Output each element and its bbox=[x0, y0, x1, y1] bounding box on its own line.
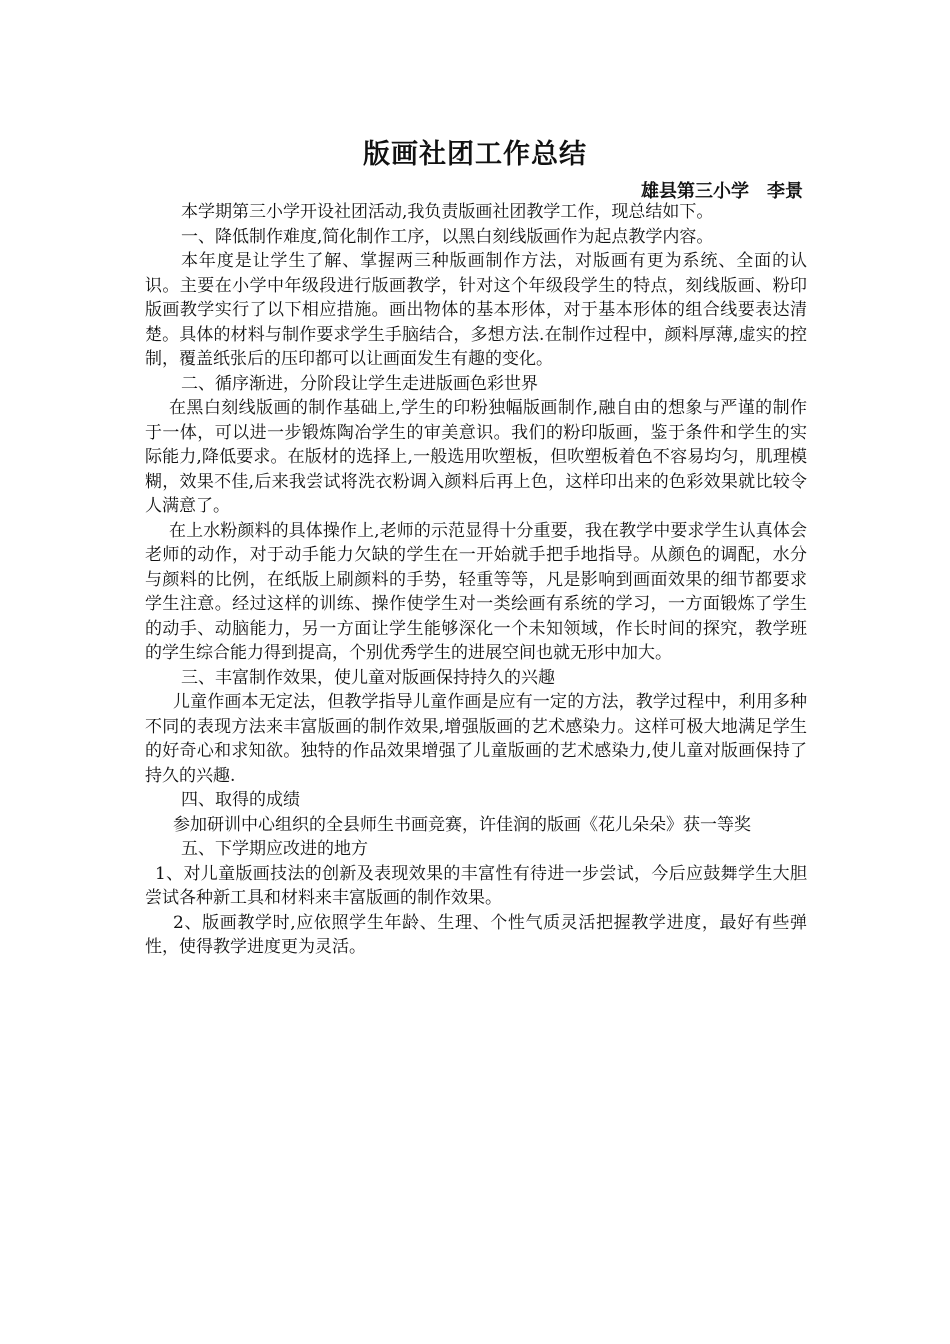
paragraph: 参加研训中心组织的全县师生书画竞赛，许佳润的版画《花儿朵朵》获一等奖 bbox=[173, 814, 751, 835]
section-heading-4: 四、取得的成绩 bbox=[181, 790, 300, 810]
document-author: 雄县第三小学 李景 bbox=[641, 181, 803, 202]
list-item: 1、对儿童版画技法的创新及表现效果的丰富性有待进一步尝试，今后应鼓舞学生大胆尝试各种新工具和材料来丰富版画的制作效果。 bbox=[145, 863, 807, 908]
list-item: 2、版画教学时,应依照学生年龄、生理、个性气质灵活把握教学进度，最好有些弹性，使得教学进度更为灵活。 bbox=[145, 912, 807, 957]
section-heading-2: 二、循序渐进，分阶段让学生走进版画色彩世界 bbox=[181, 373, 538, 394]
paragraph: 在上水粉颜料的具体操作上,老师的示范显得十分重要，我在教学中要求学生认真体会老师的动作，对于动手能力欠缺的学生在一开始就手把手地指导。从颜色的调配，水分与颜料的比例，在纸版上刷颜料的手势，轻重等等，凡是影响到画面效果的细节都要求学生注意。经过这样的训练、操作使学生对一类绘画有系统的学习，一方面锻炼了学生的动手、动脑能力，另一方面让学生能够深化一个未知领域，作长时间的探究，教学班的学生综合能力得到提高，个别优秀学生的进展空间也就无形中加大。 bbox=[145, 520, 807, 663]
paragraph: 儿童作画本无定法，但教学指导儿童作画是应有一定的方法，教学过程中，利用多种不同的表现方法来丰富版画的制作效果,增强版画的艺术感染力。这样可极大地满足学生的好奇心和求知欲。独特的作品效果增强了儿童版画的艺术感染力,使儿童对版画保持了持久的兴趣. bbox=[145, 692, 807, 786]
document-title: 版画社团工作总结 bbox=[363, 139, 587, 170]
document-body bbox=[145, 200, 807, 960]
section-heading-5: 五、下学期应改进的地方 bbox=[181, 839, 368, 859]
paragraph-intro: 本学期第三小学开设社团活动,我负责版画社团教学工作，现总结如下。 bbox=[181, 202, 714, 222]
section-heading-3: 三、丰富制作效果，使儿童对版画保持持久的兴趣 bbox=[181, 667, 555, 688]
paragraph: 本年度是让学生了解、掌握两三种版画制作方法，对版画有更为系统、全面的认识。主要在小学中年级段进行版画教学，针对这个年级段学生的特点，刻线版画、粉印版画教学实行了以下相应措施。画出物体的基本形体，对于基本形体的组合线要表达清楚。具体的材料与制作要求学生手脑结合，多想方法.在制作过程中，颜料厚薄,虚实的控制，覆盖纸张后的压印都可以让画面发生有趣的变化。 bbox=[145, 251, 807, 369]
paragraph: 在黑白刻线版画的制作基础上,学生的印粉独幅版画制作,融自由的想象与严谨的制作于一体，可以进一步锻炼陶冶学生的审美意识。我们的粉印版画，鉴于条件和学生的实际能力,降低要求。在版材的选择上,一般选用吹塑板，但吹塑板着色不容易均匀，肌理模糊，效果不佳,后来我尝试将洗衣粉调入颜料后再上色，这样印出来的色彩效果就比较令人满意了。 bbox=[145, 398, 807, 516]
section-heading-1: 一、降低制作难度,简化制作工序，以黑白刻线版画作为起点教学内容。 bbox=[181, 226, 714, 247]
